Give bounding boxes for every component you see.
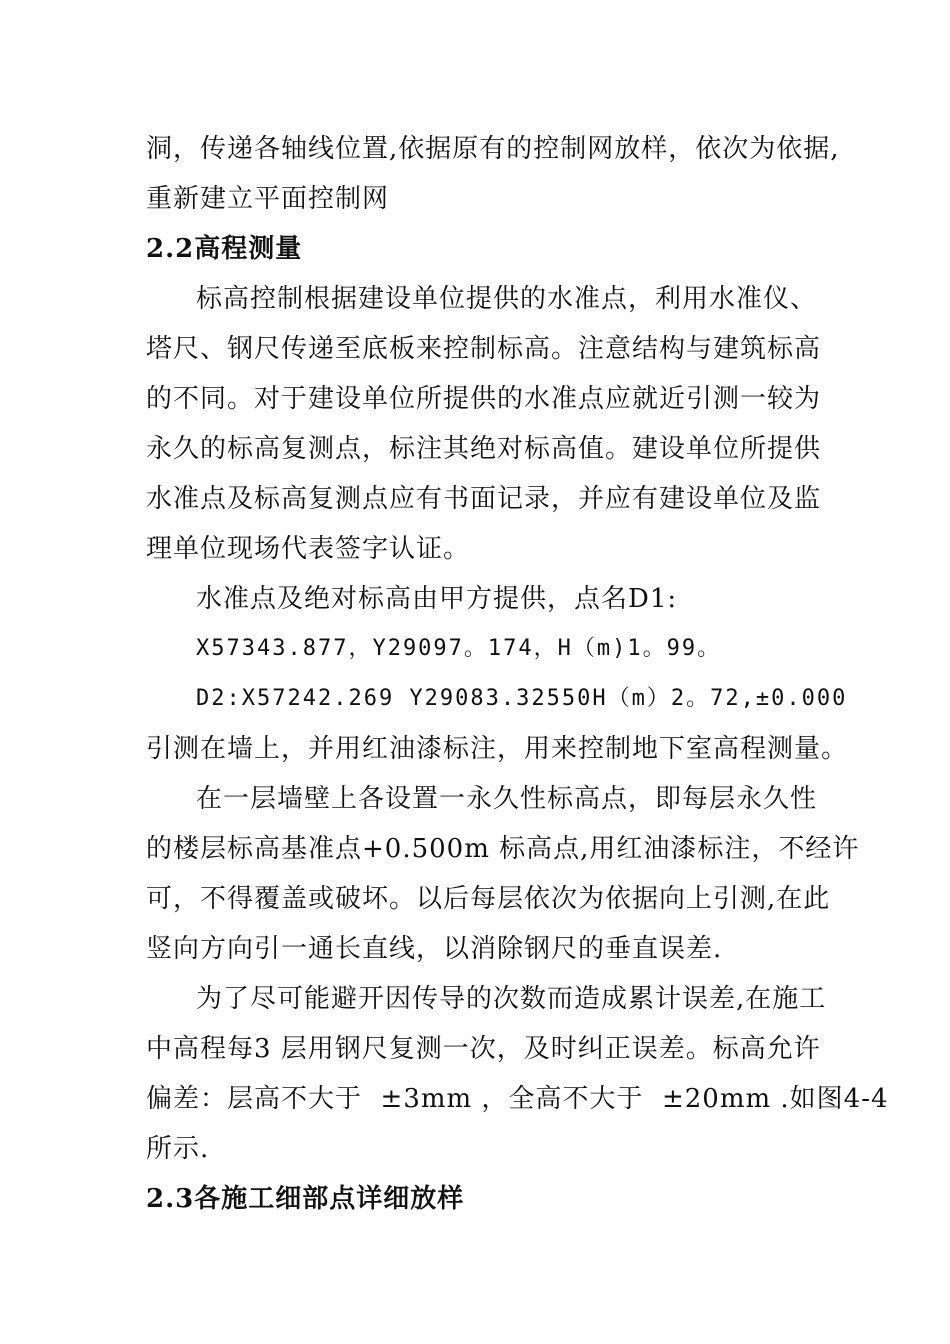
paragraph-3-line-2: 中高程每3 层用钢尺复测一次，及时纠正误差。标高允许 xyxy=(146,1034,821,1064)
section-heading-2-3: 2.3各施工细部点详细放样 xyxy=(146,1184,465,1214)
paragraph-line-2: 塔尺、钢尺传递至底板来控制标高。注意结构与建筑标高 xyxy=(146,334,822,364)
benchmark-d1-coordinates: X57343.877，Y29097。174，H（m)1。99。 xyxy=(196,636,722,661)
paragraph-line-1: 标高控制根据建设单位提供的水准点，利用水准仪、 xyxy=(196,284,818,314)
benchmark-d2-coordinates: D2:X57242.269 Y29083.32550H（m）2。72,±0.000 xyxy=(196,686,848,711)
benchmark-marking-line: 引测在墙上，并用红油漆标注，用来控制地下室高程测量。 xyxy=(146,734,849,764)
text-line-2: 重新建立平面控制网 xyxy=(146,184,390,214)
paragraph-line-5: 水准点及标高复测点应有书面记录，并应有建设单位及监 xyxy=(146,484,822,514)
benchmark-intro-line: 水准点及绝对标高由甲方提供，点名D1: xyxy=(196,584,678,614)
section-heading-2-2: 2.2高程测量 xyxy=(146,234,303,264)
paragraph-line-3: 的不同。对于建设单位所提供的水准点应就近引测一较为 xyxy=(146,384,822,414)
paragraph-line-6: 理单位现场代表签字认证。 xyxy=(146,534,471,564)
paragraph-3-line-4: 所示. xyxy=(146,1134,210,1164)
text-line-1: 洞，传递各轴线位置,依据原有的控制网放样，依次为依据, xyxy=(146,134,840,164)
paragraph-2-line-4: 竖向方向引一通长直线，以消除钢尺的垂直误差. xyxy=(146,934,723,964)
paragraph-2-line-3: 可，不得覆盖或破坏。以后每层依次为依据向上引测,在此 xyxy=(146,884,831,914)
paragraph-line-4: 永久的标高复测点，标注其绝对标高值。建设单位所提供 xyxy=(146,434,822,464)
paragraph-2-line-2: 的楼层标高基准点+0.500m 标高点,用红油漆标注，不经许 xyxy=(146,834,860,864)
paragraph-3-line-1: 为了尽可能避开因传导的次数而造成累计误差,在施工 xyxy=(196,984,827,1014)
paragraph-3-line-3: 偏差：层高不大于 ±3mm ，全高不大于 ±20mm .如图4-4 xyxy=(146,1084,889,1114)
paragraph-2-line-1: 在一层墙壁上各设置一永久性标高点，即每层永久性 xyxy=(196,784,818,814)
